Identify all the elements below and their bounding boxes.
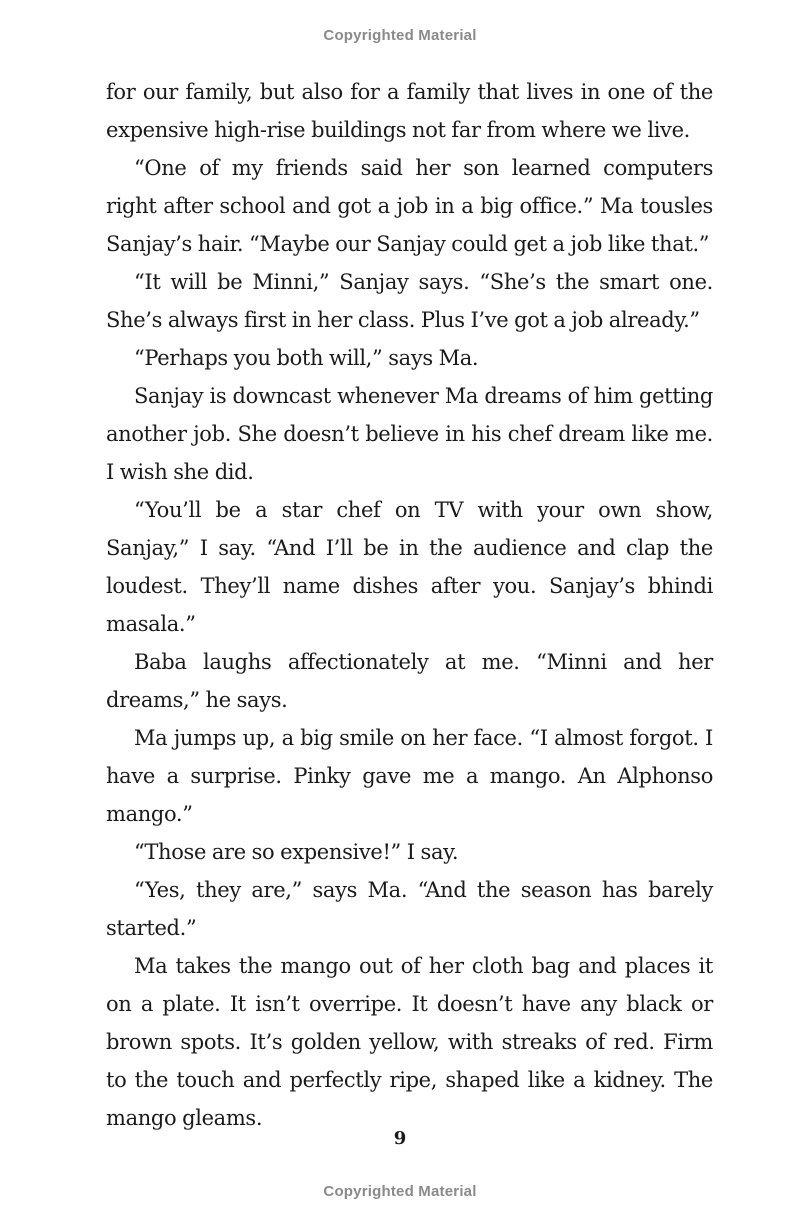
book-page-text	[106, 73, 713, 1137]
paragraph: for our family, but also for a family that lives in one of the expensive high-rise buildings not far from where we live.	[106, 80, 713, 142]
paragraph: “One of my friends said her son learned computers right after school and got a job in a big office.” Ma tousles Sanjay’s hair. “Maybe our Sanjay could get a job like that.”	[106, 156, 713, 256]
paragraph: “Perhaps you both will,” says Ma.	[134, 346, 479, 370]
paragraph: Ma jumps up, a big smile on her face. “I almost forgot. I have a surprise. Pinky gave me a mango. An Alphonso mango.”	[106, 726, 713, 826]
paragraph: Ma takes the mango out of her cloth bag and places it on a plate. It isn’t overripe. It doesn’t have any black or brown spots. It’s golden yellow, with streaks of red. Firm to the touch and perfectly ripe, shaped like a kidney. The mango gleams.	[106, 954, 713, 1130]
paragraph: Baba laughs affectionately at me. “Minni and her dreams,” he says.	[106, 650, 713, 712]
paragraph: “It will be Minni,” Sanjay says. “She’s the smart one. She’s always first in her class. Plus I’ve got a job already.”	[106, 270, 713, 332]
copyright-watermark-top: Copyrighted Material	[323, 27, 477, 44]
paragraph: “You’ll be a star chef on TV with your own show, Sanjay,” I say. “And I’ll be in the audience and clap the loudest. They’ll name dishes after you. Sanjay’s bhindi masala.”	[106, 498, 713, 636]
paragraph: “Yes, they are,” says Ma. “And the season has barely started.”	[106, 878, 713, 940]
paragraph: Sanjay is downcast whenever Ma dreams of him getting another job. She doesn’t believe in his chef dream like me. I wish she did.	[106, 384, 713, 484]
copyright-watermark-bottom: Copyrighted Material	[323, 1183, 477, 1200]
page-number: 9	[393, 1128, 407, 1149]
paragraph: “Those are so expensive!” I say.	[134, 840, 459, 864]
